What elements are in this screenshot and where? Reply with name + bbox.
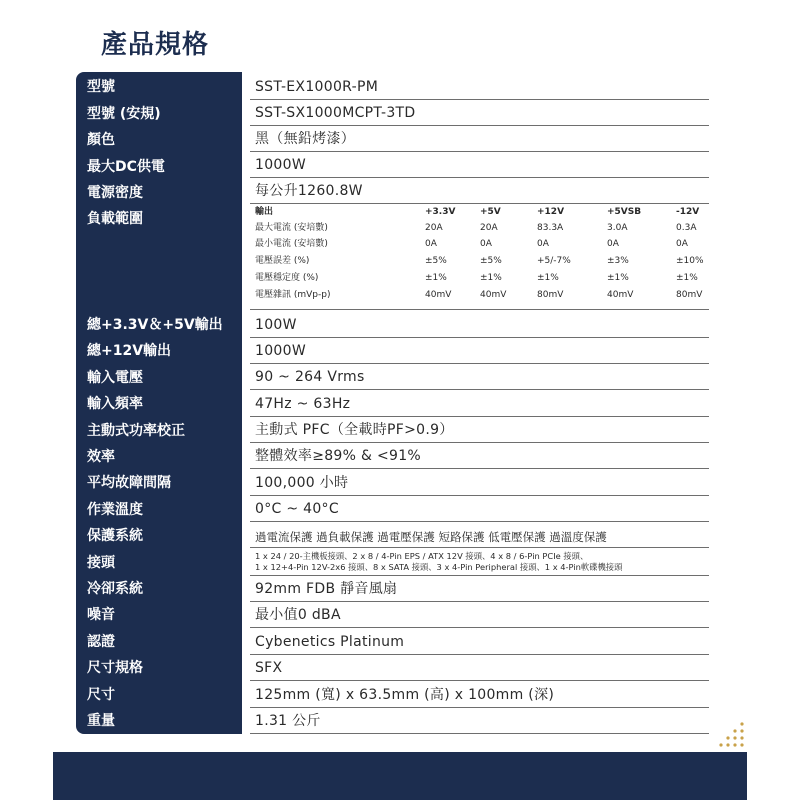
- footer-band: [53, 752, 747, 800]
- load-table-cell: 0A: [537, 239, 549, 249]
- row-divider: [250, 416, 709, 417]
- load-table-cell: 80mV: [537, 290, 564, 300]
- row-divider: [250, 151, 709, 152]
- load-table-row: [255, 237, 710, 251]
- load-table-cell: 電壓誤差 (%): [255, 256, 310, 266]
- spec-value-connectors-line2: 1 x 12+4-Pin 12V-2x6 接頭、8 x SATA 接頭、3 x 4-Pin Peripheral 接頭、1 x 4-Pin軟碟機接頭: [255, 562, 623, 572]
- load-table-cell: 80mV: [676, 290, 703, 300]
- load-table-row: [255, 288, 710, 302]
- load-table-header: [255, 205, 710, 219]
- spec-value-max-dc: 1000W: [255, 157, 306, 173]
- spec-label-form-factor: 尺寸規格: [87, 660, 143, 676]
- spec-label-mtbf: 平均故障間隔: [87, 475, 171, 491]
- load-table-cell: 最小電流 (安培數): [255, 239, 328, 249]
- spec-label-noise: 噪音: [87, 607, 115, 623]
- spec-value-form-factor: SFX: [255, 660, 283, 676]
- load-table-cell: ±1%: [537, 273, 559, 283]
- load-table-cell: 0A: [607, 239, 619, 249]
- load-table-cell: 電壓雜訊 (mVp-p): [255, 290, 331, 300]
- row-divider: [250, 654, 709, 655]
- spec-label-dimensions: 尺寸: [87, 687, 115, 703]
- spec-label-column: [76, 72, 242, 734]
- spec-label-load-range: 負載範圍: [87, 211, 143, 227]
- load-table-cell: ±1%: [480, 273, 502, 283]
- row-divider: [250, 442, 709, 443]
- row-divider: [250, 547, 709, 548]
- spec-value-protection: 過電流保護 過負載保護 過電壓保護 短路保護 低電壓保護 過溫度保護: [255, 530, 607, 544]
- spec-label-input-voltage: 輸入電壓: [87, 370, 143, 386]
- spec-label-pfc: 主動式功率校正: [87, 423, 185, 439]
- row-divider: [250, 468, 709, 469]
- spec-label-input-frequency: 輸入頻率: [87, 396, 143, 412]
- load-table-cell: 20A: [425, 223, 443, 233]
- load-table-cell: ±5%: [425, 256, 447, 266]
- load-table-row: [255, 254, 710, 268]
- load-table-cell: 0A: [425, 239, 437, 249]
- load-table-row: [255, 221, 710, 235]
- spec-value-mtbf: 100,000 小時: [255, 475, 349, 491]
- load-table-row: [255, 271, 710, 285]
- decorative-dots: [708, 720, 746, 750]
- spec-label-total-12v: 總+12V輸出: [87, 343, 172, 359]
- spec-value-certification: Cybenetics Platinum: [255, 634, 405, 650]
- spec-value-model: SST-EX1000R-PM: [255, 79, 379, 95]
- load-table-cell: 40mV: [480, 290, 507, 300]
- spec-value-input-voltage: 90 ~ 264 Vrms: [255, 369, 365, 385]
- spec-label-operating-temp: 作業溫度: [87, 502, 143, 518]
- load-table-cell: 最大電流 (安培數): [255, 223, 328, 233]
- spec-value-weight: 1.31 公斤: [255, 713, 321, 729]
- load-table-cell: +5/-7%: [537, 256, 571, 266]
- spec-value-efficiency: 整體效率≥89% & <91%: [255, 448, 422, 464]
- spec-label-certification: 認證: [87, 634, 115, 650]
- load-table-cell: 83.3A: [537, 223, 564, 233]
- row-divider: [250, 495, 709, 496]
- load-table-cell: ±1%: [676, 273, 698, 283]
- row-divider: [250, 680, 709, 681]
- spec-value-dimensions: 125mm (寬) x 63.5mm (高) x 100mm (深): [255, 687, 555, 703]
- load-table-cell: +3.3V: [425, 207, 456, 217]
- spec-label-cooling: 冷卻系統: [87, 581, 143, 597]
- spec-value-total-33-5: 100W: [255, 317, 297, 333]
- spec-label-total-33-5: 總+3.3V＆+5V輸出: [87, 317, 223, 333]
- row-divider: [250, 363, 709, 364]
- spec-value-connectors-line1: 1 x 24 / 20-主機板接頭、2 x 8 / 4-Pin EPS / ATX 12V 接頭、4 x 8 / 6-Pin PCIe 接頭、: [255, 551, 589, 561]
- spec-label-power-density: 電源密度: [87, 185, 143, 201]
- spec-value-color: 黑（無鉛烤漆）: [255, 131, 356, 147]
- row-divider: [250, 521, 709, 522]
- load-table-cell: -12V: [676, 207, 700, 217]
- spec-label-protection: 保護系統: [87, 528, 143, 544]
- spec-value-cooling: 92mm FDB 靜音風扇: [255, 581, 398, 597]
- spec-label-connectors: 接頭: [87, 555, 115, 571]
- spec-label-color: 顏色: [87, 132, 115, 148]
- spec-value-total-12v: 1000W: [255, 343, 306, 359]
- row-divider: [250, 389, 709, 390]
- spec-label-model: 型號: [87, 79, 115, 95]
- row-divider: [250, 309, 709, 310]
- load-table-cell: ±1%: [425, 273, 447, 283]
- load-table-cell: 0A: [676, 239, 688, 249]
- page-title: 產品規格: [101, 30, 210, 60]
- spec-value-pfc: 主動式 PFC（全載時PF>0.9）: [255, 422, 454, 438]
- spec-value-power-density: 每公升1260.8W: [255, 183, 363, 199]
- spec-label-model-safety: 型號 (安規): [87, 106, 161, 122]
- load-table-cell: ±10%: [676, 256, 704, 266]
- load-table-cell: +5VSB: [607, 207, 642, 217]
- row-divider: [250, 601, 709, 602]
- spec-value-operating-temp: 0°C ~ 40°C: [255, 501, 339, 517]
- load-table-cell: +5V: [480, 207, 501, 217]
- row-divider: [250, 337, 709, 338]
- load-table-cell: ±1%: [607, 273, 629, 283]
- load-table-cell: 40mV: [425, 290, 452, 300]
- load-table-cell: 0A: [480, 239, 492, 249]
- spec-value-noise: 最小值0 dBA: [255, 607, 341, 623]
- spec-label-efficiency: 效率: [87, 449, 115, 465]
- spec-value-model-safety: SST-SX1000MCPT-3TD: [255, 105, 416, 121]
- row-divider: [250, 575, 709, 576]
- spec-label-max-dc: 最大DC供電: [87, 159, 165, 175]
- row-divider: [250, 733, 709, 734]
- load-table-cell: 輸出: [255, 207, 274, 217]
- load-table-cell: 電壓穩定度 (%): [255, 273, 319, 283]
- row-divider: [250, 203, 709, 204]
- row-divider: [250, 707, 709, 708]
- load-table-cell: +12V: [537, 207, 565, 217]
- row-divider: [250, 627, 709, 628]
- load-table-cell: 3.0A: [607, 223, 628, 233]
- row-divider: [250, 99, 709, 100]
- spec-value-input-frequency: 47Hz ~ 63Hz: [255, 396, 351, 412]
- load-table-cell: 20A: [480, 223, 498, 233]
- spec-label-weight: 重量: [87, 713, 115, 729]
- load-table-cell: ±3%: [607, 256, 629, 266]
- load-table-cell: 0.3A: [676, 223, 697, 233]
- row-divider: [250, 177, 709, 178]
- row-divider: [250, 125, 709, 126]
- load-table-cell: ±5%: [480, 256, 502, 266]
- load-table-cell: 40mV: [607, 290, 634, 300]
